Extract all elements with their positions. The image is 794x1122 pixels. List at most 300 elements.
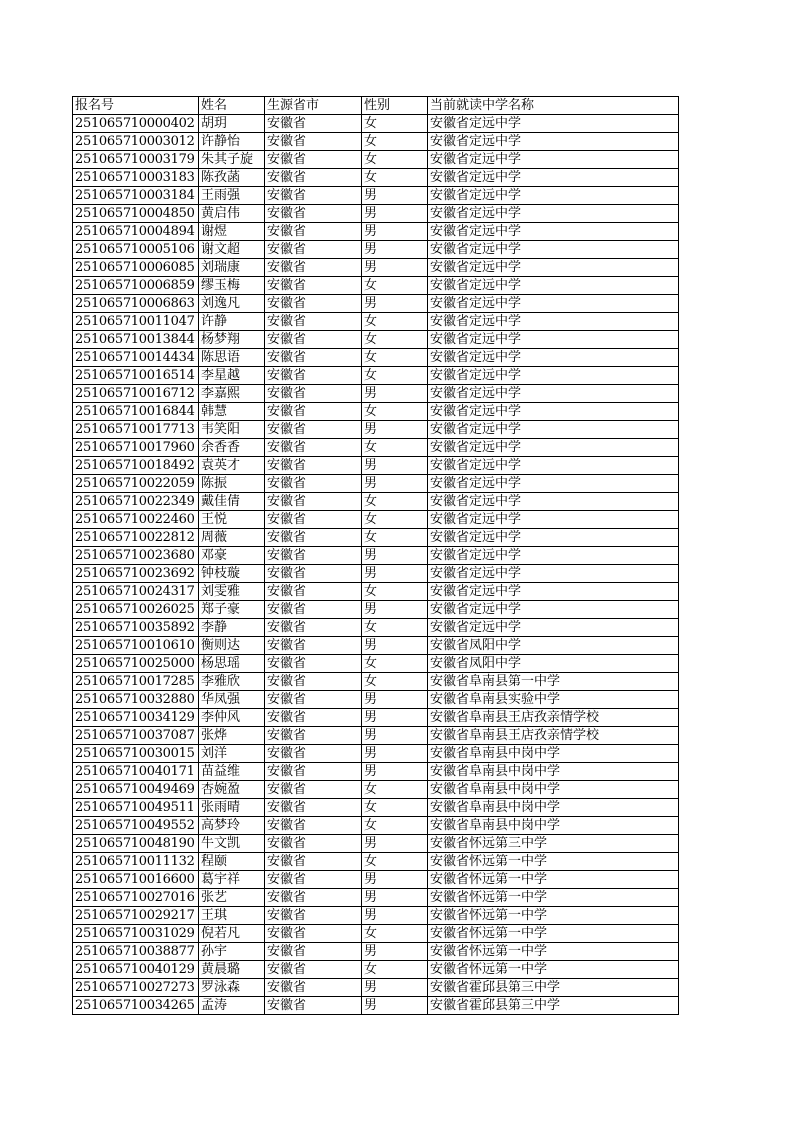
gender-cell: 男 xyxy=(362,889,428,907)
province-cell: 安徽省 xyxy=(265,637,362,655)
school-cell: 安徽省定远中学 xyxy=(428,493,679,511)
name-cell: 刘逸凡 xyxy=(199,295,265,313)
gender-cell: 女 xyxy=(362,853,428,871)
registration-number-cell: 251065710024317 xyxy=(73,583,199,601)
province-cell: 安徽省 xyxy=(265,727,362,745)
province-cell: 安徽省 xyxy=(265,997,362,1015)
province-cell: 安徽省 xyxy=(265,349,362,367)
school-cell: 安徽省定远中学 xyxy=(428,565,679,583)
gender-cell: 男 xyxy=(362,547,428,565)
registration-number-cell: 251065710017713 xyxy=(73,421,199,439)
school-cell: 安徽省定远中学 xyxy=(428,241,679,259)
registration-number-cell: 251065710022460 xyxy=(73,511,199,529)
name-cell: 孙宇 xyxy=(199,943,265,961)
province-cell: 安徽省 xyxy=(265,403,362,421)
province-cell: 安徽省 xyxy=(265,475,362,493)
name-cell: 邓豪 xyxy=(199,547,265,565)
gender-cell: 男 xyxy=(362,637,428,655)
gender-cell: 男 xyxy=(362,997,428,1015)
gender-cell: 女 xyxy=(362,331,428,349)
table-row xyxy=(73,349,679,367)
registration-number-cell: 251065710016844 xyxy=(73,403,199,421)
province-cell: 安徽省 xyxy=(265,367,362,385)
school-cell: 安徽省定远中学 xyxy=(428,331,679,349)
header-row xyxy=(73,97,679,115)
table-body xyxy=(73,115,679,1015)
province-cell: 安徽省 xyxy=(265,205,362,223)
province-cell: 安徽省 xyxy=(265,187,362,205)
registration-number-cell: 251065710022349 xyxy=(73,493,199,511)
school-cell: 安徽省定远中学 xyxy=(428,421,679,439)
header-registration-number: 报名号 xyxy=(73,97,199,115)
province-cell: 安徽省 xyxy=(265,565,362,583)
registration-number-cell: 251065710003184 xyxy=(73,187,199,205)
registration-number-cell: 251065710006085 xyxy=(73,259,199,277)
gender-cell: 女 xyxy=(362,115,428,133)
registration-number-cell: 251065710040171 xyxy=(73,763,199,781)
province-cell: 安徽省 xyxy=(265,115,362,133)
province-cell: 安徽省 xyxy=(265,655,362,673)
gender-cell: 女 xyxy=(362,799,428,817)
school-cell: 安徽省定远中学 xyxy=(428,295,679,313)
school-cell: 安徽省怀远第一中学 xyxy=(428,961,679,979)
gender-cell: 男 xyxy=(362,601,428,619)
table-row xyxy=(73,727,679,745)
registration-number-cell: 251065710011132 xyxy=(73,853,199,871)
gender-cell: 男 xyxy=(362,223,428,241)
registration-number-cell: 251065710032880 xyxy=(73,691,199,709)
school-cell: 安徽省定远中学 xyxy=(428,439,679,457)
table-row xyxy=(73,907,679,925)
gender-cell: 男 xyxy=(362,745,428,763)
registration-number-cell: 251065710049511 xyxy=(73,799,199,817)
gender-cell: 女 xyxy=(362,133,428,151)
gender-cell: 女 xyxy=(362,349,428,367)
table-row xyxy=(73,295,679,313)
name-cell: 衡则达 xyxy=(199,637,265,655)
name-cell: 郑子豪 xyxy=(199,601,265,619)
gender-cell: 女 xyxy=(362,151,428,169)
school-cell: 安徽省阜南县中岗中学 xyxy=(428,745,679,763)
province-cell: 安徽省 xyxy=(265,619,362,637)
table-row xyxy=(73,277,679,295)
province-cell: 安徽省 xyxy=(265,979,362,997)
table-row xyxy=(73,403,679,421)
province-cell: 安徽省 xyxy=(265,511,362,529)
registration-number-cell: 251065710013844 xyxy=(73,331,199,349)
school-cell: 安徽省定远中学 xyxy=(428,133,679,151)
province-cell: 安徽省 xyxy=(265,169,362,187)
registration-number-cell: 251065710027273 xyxy=(73,979,199,997)
province-cell: 安徽省 xyxy=(265,385,362,403)
registration-number-cell: 251065710018492 xyxy=(73,457,199,475)
registration-number-cell: 251065710030015 xyxy=(73,745,199,763)
registration-number-cell: 251065710004850 xyxy=(73,205,199,223)
name-cell: 张艺 xyxy=(199,889,265,907)
name-cell: 李星越 xyxy=(199,367,265,385)
school-cell: 安徽省定远中学 xyxy=(428,187,679,205)
name-cell: 许静怡 xyxy=(199,133,265,151)
registration-number-cell: 251065710014434 xyxy=(73,349,199,367)
province-cell: 安徽省 xyxy=(265,529,362,547)
registration-number-cell: 251065710027016 xyxy=(73,889,199,907)
registration-number-cell: 251065710022059 xyxy=(73,475,199,493)
table-row xyxy=(73,367,679,385)
registration-number-cell: 251065710000402 xyxy=(73,115,199,133)
name-cell: 戴佳倩 xyxy=(199,493,265,511)
province-cell: 安徽省 xyxy=(265,907,362,925)
name-cell: 李嘉熙 xyxy=(199,385,265,403)
gender-cell: 女 xyxy=(362,781,428,799)
gender-cell: 女 xyxy=(362,619,428,637)
province-cell: 安徽省 xyxy=(265,817,362,835)
gender-cell: 男 xyxy=(362,385,428,403)
gender-cell: 男 xyxy=(362,691,428,709)
province-cell: 安徽省 xyxy=(265,853,362,871)
registration-number-cell: 251065710025000 xyxy=(73,655,199,673)
gender-cell: 男 xyxy=(362,421,428,439)
table-row xyxy=(73,799,679,817)
school-cell: 安徽省定远中学 xyxy=(428,583,679,601)
registration-number-cell: 251065710049552 xyxy=(73,817,199,835)
name-cell: 高梦玲 xyxy=(199,817,265,835)
name-cell: 孟涛 xyxy=(199,997,265,1015)
registration-number-cell: 251065710023692 xyxy=(73,565,199,583)
registration-number-cell: 251065710022812 xyxy=(73,529,199,547)
name-cell: 葛宇祥 xyxy=(199,871,265,889)
school-cell: 安徽省阜南县中岗中学 xyxy=(428,781,679,799)
name-cell: 袁英才 xyxy=(199,457,265,475)
table-row xyxy=(73,763,679,781)
name-cell: 张雨晴 xyxy=(199,799,265,817)
name-cell: 刘洋 xyxy=(199,745,265,763)
name-cell: 陈孜菡 xyxy=(199,169,265,187)
province-cell: 安徽省 xyxy=(265,547,362,565)
province-cell: 安徽省 xyxy=(265,763,362,781)
province-cell: 安徽省 xyxy=(265,223,362,241)
table-row xyxy=(73,943,679,961)
name-cell: 张烨 xyxy=(199,727,265,745)
province-cell: 安徽省 xyxy=(265,673,362,691)
province-cell: 安徽省 xyxy=(265,583,362,601)
table-row xyxy=(73,241,679,259)
province-cell: 安徽省 xyxy=(265,277,362,295)
table-row xyxy=(73,457,679,475)
school-cell: 安徽省怀远第一中学 xyxy=(428,871,679,889)
registration-number-cell: 251065710035892 xyxy=(73,619,199,637)
table-row xyxy=(73,205,679,223)
gender-cell: 男 xyxy=(362,475,428,493)
gender-cell: 男 xyxy=(362,205,428,223)
table-row xyxy=(73,493,679,511)
table-row xyxy=(73,745,679,763)
school-cell: 安徽省定远中学 xyxy=(428,619,679,637)
gender-cell: 女 xyxy=(362,529,428,547)
gender-cell: 男 xyxy=(362,241,428,259)
school-cell: 安徽省阜南县王店孜亲情学校 xyxy=(428,709,679,727)
registration-number-cell: 251065710005106 xyxy=(73,241,199,259)
school-cell: 安徽省阜南县第一中学 xyxy=(428,673,679,691)
school-cell: 安徽省定远中学 xyxy=(428,601,679,619)
school-cell: 安徽省怀远第一中学 xyxy=(428,925,679,943)
name-cell: 王雨强 xyxy=(199,187,265,205)
province-cell: 安徽省 xyxy=(265,241,362,259)
registration-number-cell: 251065710034265 xyxy=(73,997,199,1015)
header-province: 生源省市 xyxy=(265,97,362,115)
table-row xyxy=(73,889,679,907)
name-cell: 钟枝璇 xyxy=(199,565,265,583)
school-cell: 安徽省怀远第一中学 xyxy=(428,889,679,907)
name-cell: 缪玉梅 xyxy=(199,277,265,295)
gender-cell: 男 xyxy=(362,709,428,727)
school-cell: 安徽省怀远第一中学 xyxy=(428,907,679,925)
province-cell: 安徽省 xyxy=(265,745,362,763)
name-cell: 杨思瑶 xyxy=(199,655,265,673)
table-row xyxy=(73,133,679,151)
school-cell: 安徽省定远中学 xyxy=(428,313,679,331)
name-cell: 许静 xyxy=(199,313,265,331)
header-name: 姓名 xyxy=(199,97,265,115)
header-gender: 性别 xyxy=(362,97,428,115)
name-cell: 华凤强 xyxy=(199,691,265,709)
gender-cell: 男 xyxy=(362,727,428,745)
table-row xyxy=(73,961,679,979)
province-cell: 安徽省 xyxy=(265,943,362,961)
province-cell: 安徽省 xyxy=(265,835,362,853)
table-row xyxy=(73,169,679,187)
gender-cell: 女 xyxy=(362,961,428,979)
registration-number-cell: 251065710017960 xyxy=(73,439,199,457)
province-cell: 安徽省 xyxy=(265,133,362,151)
province-cell: 安徽省 xyxy=(265,421,362,439)
name-cell: 韦笑阳 xyxy=(199,421,265,439)
header-school: 当前就读中学名称 xyxy=(428,97,679,115)
table-row xyxy=(73,871,679,889)
name-cell: 牛文凯 xyxy=(199,835,265,853)
registration-number-cell: 251065710049469 xyxy=(73,781,199,799)
school-cell: 安徽省凤阳中学 xyxy=(428,637,679,655)
school-cell: 安徽省定远中学 xyxy=(428,385,679,403)
name-cell: 李仲风 xyxy=(199,709,265,727)
school-cell: 安徽省霍邱县第三中学 xyxy=(428,997,679,1015)
table-row xyxy=(73,979,679,997)
school-cell: 安徽省定远中学 xyxy=(428,367,679,385)
name-cell: 黄晨璐 xyxy=(199,961,265,979)
school-cell: 安徽省定远中学 xyxy=(428,115,679,133)
name-cell: 韩慧 xyxy=(199,403,265,421)
table-row xyxy=(73,439,679,457)
school-cell: 安徽省凤阳中学 xyxy=(428,655,679,673)
school-cell: 安徽省定远中学 xyxy=(428,349,679,367)
gender-cell: 女 xyxy=(362,925,428,943)
school-cell: 安徽省定远中学 xyxy=(428,205,679,223)
table-row xyxy=(73,691,679,709)
name-cell: 陈振 xyxy=(199,475,265,493)
province-cell: 安徽省 xyxy=(265,691,362,709)
province-cell: 安徽省 xyxy=(265,295,362,313)
school-cell: 安徽省霍邱县第三中学 xyxy=(428,979,679,997)
table-row xyxy=(73,997,679,1015)
gender-cell: 女 xyxy=(362,583,428,601)
table-row xyxy=(73,547,679,565)
name-cell: 李静 xyxy=(199,619,265,637)
registration-number-cell: 251065710011047 xyxy=(73,313,199,331)
province-cell: 安徽省 xyxy=(265,889,362,907)
gender-cell: 男 xyxy=(362,763,428,781)
registration-number-cell: 251065710006863 xyxy=(73,295,199,313)
table-row xyxy=(73,709,679,727)
name-cell: 刘雯雅 xyxy=(199,583,265,601)
registration-number-cell: 251065710029217 xyxy=(73,907,199,925)
gender-cell: 女 xyxy=(362,673,428,691)
name-cell: 周薇 xyxy=(199,529,265,547)
registration-number-cell: 251065710037087 xyxy=(73,727,199,745)
province-cell: 安徽省 xyxy=(265,925,362,943)
table-row xyxy=(73,115,679,133)
gender-cell: 男 xyxy=(362,871,428,889)
name-cell: 谢文超 xyxy=(199,241,265,259)
province-cell: 安徽省 xyxy=(265,961,362,979)
registration-number-cell: 251065710016712 xyxy=(73,385,199,403)
school-cell: 安徽省定远中学 xyxy=(428,223,679,241)
registration-number-cell: 251065710017285 xyxy=(73,673,199,691)
school-cell: 安徽省定远中学 xyxy=(428,529,679,547)
table-row xyxy=(73,835,679,853)
province-cell: 安徽省 xyxy=(265,259,362,277)
table-row xyxy=(73,655,679,673)
registration-number-cell: 251065710004894 xyxy=(73,223,199,241)
province-cell: 安徽省 xyxy=(265,457,362,475)
table-row xyxy=(73,421,679,439)
school-cell: 安徽省阜南县王店孜亲情学校 xyxy=(428,727,679,745)
name-cell: 王琪 xyxy=(199,907,265,925)
name-cell: 王悦 xyxy=(199,511,265,529)
gender-cell: 男 xyxy=(362,565,428,583)
name-cell: 胡玥 xyxy=(199,115,265,133)
table-row xyxy=(73,781,679,799)
table-row xyxy=(73,925,679,943)
gender-cell: 男 xyxy=(362,835,428,853)
gender-cell: 男 xyxy=(362,457,428,475)
registration-number-cell: 251065710006859 xyxy=(73,277,199,295)
province-cell: 安徽省 xyxy=(265,151,362,169)
table-row xyxy=(73,619,679,637)
table-row xyxy=(73,313,679,331)
province-cell: 安徽省 xyxy=(265,313,362,331)
table-row xyxy=(73,151,679,169)
gender-cell: 男 xyxy=(362,187,428,205)
school-cell: 安徽省定远中学 xyxy=(428,475,679,493)
name-cell: 苗益维 xyxy=(199,763,265,781)
registration-number-cell: 251065710016600 xyxy=(73,871,199,889)
gender-cell: 女 xyxy=(362,403,428,421)
registration-number-cell: 251065710003183 xyxy=(73,169,199,187)
table-row xyxy=(73,385,679,403)
registration-number-cell: 251065710038877 xyxy=(73,943,199,961)
school-cell: 安徽省定远中学 xyxy=(428,277,679,295)
registration-number-cell: 251065710003012 xyxy=(73,133,199,151)
province-cell: 安徽省 xyxy=(265,781,362,799)
registration-number-cell: 251065710023680 xyxy=(73,547,199,565)
school-cell: 安徽省阜南县实验中学 xyxy=(428,691,679,709)
gender-cell: 男 xyxy=(362,979,428,997)
school-cell: 安徽省阜南县中岗中学 xyxy=(428,763,679,781)
registration-number-cell: 251065710016514 xyxy=(73,367,199,385)
school-cell: 安徽省怀远第一中学 xyxy=(428,943,679,961)
table-row xyxy=(73,475,679,493)
student-list-table xyxy=(72,96,679,1015)
province-cell: 安徽省 xyxy=(265,709,362,727)
school-cell: 安徽省阜南县中岗中学 xyxy=(428,817,679,835)
gender-cell: 女 xyxy=(362,511,428,529)
gender-cell: 男 xyxy=(362,943,428,961)
table-row xyxy=(73,673,679,691)
name-cell: 刘瑞康 xyxy=(199,259,265,277)
name-cell: 谢煜 xyxy=(199,223,265,241)
province-cell: 安徽省 xyxy=(265,493,362,511)
gender-cell: 女 xyxy=(362,493,428,511)
school-cell: 安徽省定远中学 xyxy=(428,259,679,277)
school-cell: 安徽省定远中学 xyxy=(428,457,679,475)
province-cell: 安徽省 xyxy=(265,331,362,349)
province-cell: 安徽省 xyxy=(265,871,362,889)
gender-cell: 男 xyxy=(362,295,428,313)
name-cell: 李雅欣 xyxy=(199,673,265,691)
gender-cell: 女 xyxy=(362,169,428,187)
gender-cell: 女 xyxy=(362,277,428,295)
gender-cell: 女 xyxy=(362,313,428,331)
name-cell: 黄启伟 xyxy=(199,205,265,223)
province-cell: 安徽省 xyxy=(265,799,362,817)
school-cell: 安徽省定远中学 xyxy=(428,169,679,187)
registration-number-cell: 251065710048190 xyxy=(73,835,199,853)
school-cell: 安徽省定远中学 xyxy=(428,403,679,421)
name-cell: 杨梦翔 xyxy=(199,331,265,349)
table-row xyxy=(73,817,679,835)
table-row xyxy=(73,331,679,349)
registration-number-cell: 251065710031029 xyxy=(73,925,199,943)
table-row xyxy=(73,565,679,583)
gender-cell: 男 xyxy=(362,259,428,277)
table-row xyxy=(73,511,679,529)
name-cell: 余香香 xyxy=(199,439,265,457)
province-cell: 安徽省 xyxy=(265,439,362,457)
table-row xyxy=(73,259,679,277)
table-row xyxy=(73,223,679,241)
registration-number-cell: 251065710026025 xyxy=(73,601,199,619)
registration-number-cell: 251065710003179 xyxy=(73,151,199,169)
gender-cell: 男 xyxy=(362,907,428,925)
school-cell: 安徽省定远中学 xyxy=(428,547,679,565)
name-cell: 朱其子旋 xyxy=(199,151,265,169)
name-cell: 陈思语 xyxy=(199,349,265,367)
registration-number-cell: 251065710034129 xyxy=(73,709,199,727)
table-row xyxy=(73,853,679,871)
province-cell: 安徽省 xyxy=(265,601,362,619)
school-cell: 安徽省定远中学 xyxy=(428,151,679,169)
table-row xyxy=(73,637,679,655)
table-row xyxy=(73,601,679,619)
school-cell: 安徽省怀远第三中学 xyxy=(428,835,679,853)
table-row xyxy=(73,187,679,205)
gender-cell: 女 xyxy=(362,655,428,673)
name-cell: 程颐 xyxy=(199,853,265,871)
school-cell: 安徽省怀远第一中学 xyxy=(428,853,679,871)
registration-number-cell: 251065710040129 xyxy=(73,961,199,979)
registration-number-cell: 251065710010610 xyxy=(73,637,199,655)
gender-cell: 女 xyxy=(362,817,428,835)
name-cell: 罗泳森 xyxy=(199,979,265,997)
